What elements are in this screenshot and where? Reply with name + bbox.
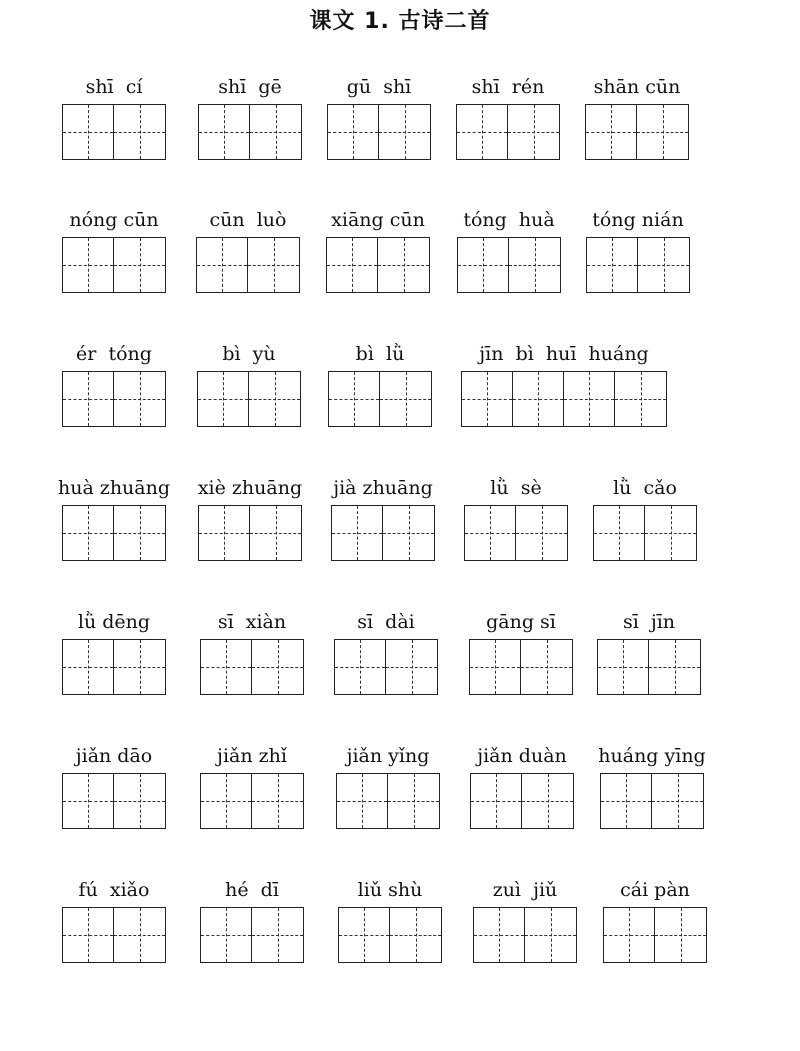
tianzige-cell[interactable] xyxy=(615,372,666,426)
tianzige-cell[interactable] xyxy=(645,506,696,560)
tianzige-cell[interactable] xyxy=(649,640,700,694)
pinyin-label: sī xiàn xyxy=(217,611,287,633)
word-row xyxy=(0,209,800,319)
pinyin-label: shī gē xyxy=(218,76,282,98)
pinyin-label: huà zhuāng xyxy=(57,477,171,499)
tianzige-cell[interactable] xyxy=(655,908,706,962)
pinyin-label: tóng nián xyxy=(592,209,684,231)
writing-grid[interactable] xyxy=(196,237,300,293)
writing-grid[interactable] xyxy=(197,371,301,427)
pinyin-label: xiè zhuāng xyxy=(197,477,303,499)
tianzige-cell[interactable] xyxy=(63,640,114,694)
pinyin-label: ér tóng xyxy=(76,343,152,365)
pinyin-label: hé dī xyxy=(225,879,279,901)
tianzige-cell[interactable] xyxy=(250,105,301,159)
tianzige-cell[interactable] xyxy=(252,640,303,694)
pinyin-label: zuì jiǔ xyxy=(492,879,558,901)
word-item xyxy=(62,76,166,162)
tianzige-cell[interactable] xyxy=(457,105,508,159)
writing-grid[interactable] xyxy=(585,104,689,160)
tianzige-cell[interactable] xyxy=(386,640,437,694)
word-item xyxy=(197,343,301,429)
tianzige-cell[interactable] xyxy=(252,908,303,962)
tianzige-cell[interactable] xyxy=(474,908,525,962)
pinyin-label: shān cūn xyxy=(593,76,681,98)
tianzige-cell[interactable] xyxy=(63,105,114,159)
pinyin-label: liǔ shù xyxy=(357,879,423,901)
tianzige-cell[interactable] xyxy=(652,774,703,828)
pinyin-label: bì yù xyxy=(222,343,276,365)
writing-grid[interactable] xyxy=(457,237,561,293)
tianzige-cell[interactable] xyxy=(337,774,388,828)
word-item xyxy=(196,209,300,295)
word-item xyxy=(338,879,442,965)
tianzige-cell[interactable] xyxy=(197,238,248,292)
writing-grid[interactable] xyxy=(62,907,166,963)
tianzige-cell[interactable] xyxy=(114,774,165,828)
word-item xyxy=(470,745,574,831)
tianzige-cell[interactable] xyxy=(199,105,250,159)
word-row xyxy=(0,76,800,186)
tianzige-cell[interactable] xyxy=(594,506,645,560)
pinyin-label: sī jīn xyxy=(622,611,676,633)
tianzige-cell[interactable] xyxy=(388,774,439,828)
word-item xyxy=(62,879,166,965)
pinyin-label: lǜ cǎo xyxy=(613,477,677,499)
pinyin-label: sī dài xyxy=(357,611,415,633)
word-row xyxy=(0,745,800,855)
writing-grid[interactable] xyxy=(336,773,440,829)
word-item xyxy=(334,611,438,697)
tianzige-cell[interactable] xyxy=(587,238,638,292)
word-item xyxy=(461,343,667,429)
tianzige-cell[interactable] xyxy=(470,640,521,694)
writing-grid[interactable] xyxy=(334,639,438,695)
word-item xyxy=(62,745,166,831)
writing-grid[interactable] xyxy=(586,237,690,293)
pinyin-label: huáng yīng xyxy=(598,745,706,767)
word-row xyxy=(0,343,800,453)
word-item xyxy=(336,745,440,831)
pinyin-label: gāng sī xyxy=(486,611,556,633)
writing-grid[interactable] xyxy=(62,371,166,427)
word-item xyxy=(62,209,166,295)
writing-grid[interactable] xyxy=(200,773,304,829)
pinyin-label: jiǎn duàn xyxy=(477,745,567,767)
word-item xyxy=(457,209,561,295)
tianzige-cell[interactable] xyxy=(201,908,252,962)
word-item xyxy=(198,477,302,563)
tianzige-cell[interactable] xyxy=(252,774,303,828)
tianzige-cell[interactable] xyxy=(248,238,299,292)
tianzige-cell[interactable] xyxy=(383,506,434,560)
tianzige-cell[interactable] xyxy=(380,372,431,426)
word-item xyxy=(456,76,560,162)
word-item xyxy=(473,879,577,965)
word-item xyxy=(200,611,304,697)
pinyin-label: nóng cūn xyxy=(69,209,159,231)
pinyin-label: cūn luò xyxy=(209,209,287,231)
tianzige-cell[interactable] xyxy=(201,774,252,828)
tianzige-cell[interactable] xyxy=(390,908,441,962)
pinyin-label: fú xiǎo xyxy=(78,879,150,901)
tianzige-cell[interactable] xyxy=(63,506,114,560)
word-item xyxy=(200,879,304,965)
tianzige-cell[interactable] xyxy=(250,506,301,560)
word-item xyxy=(593,477,697,563)
writing-grid[interactable] xyxy=(198,505,302,561)
pinyin-label: gū shī xyxy=(346,76,412,98)
tianzige-cell[interactable] xyxy=(114,506,165,560)
page-title: 课文 1. 古诗二首 xyxy=(309,9,491,34)
word-item xyxy=(62,611,166,697)
writing-grid[interactable] xyxy=(327,104,431,160)
writing-grid[interactable] xyxy=(470,773,574,829)
tianzige-cell[interactable] xyxy=(601,774,652,828)
pinyin-label: jià zhuāng xyxy=(333,477,433,499)
tianzige-cell[interactable] xyxy=(637,105,688,159)
writing-grid[interactable] xyxy=(473,907,577,963)
word-item xyxy=(198,76,302,162)
tianzige-cell[interactable] xyxy=(598,640,649,694)
writing-grid[interactable] xyxy=(597,639,701,695)
tianzige-cell[interactable] xyxy=(335,640,386,694)
word-item xyxy=(600,745,704,831)
writing-grid[interactable] xyxy=(464,505,568,561)
tianzige-cell[interactable] xyxy=(522,774,573,828)
writing-grid[interactable] xyxy=(326,237,430,293)
writing-grid[interactable] xyxy=(593,505,697,561)
tianzige-cell[interactable] xyxy=(564,372,615,426)
word-row xyxy=(0,879,800,989)
tianzige-cell[interactable] xyxy=(329,372,380,426)
writing-grid[interactable] xyxy=(62,639,166,695)
word-item xyxy=(603,879,707,965)
tianzige-cell[interactable] xyxy=(525,908,576,962)
tianzige-cell[interactable] xyxy=(328,105,379,159)
pinyin-label: jiǎn dāo xyxy=(75,745,153,767)
tianzige-cell[interactable] xyxy=(114,640,165,694)
writing-grid[interactable] xyxy=(62,104,166,160)
pinyin-label: shī rén xyxy=(471,76,545,98)
word-item xyxy=(464,477,568,563)
tianzige-cell[interactable] xyxy=(379,105,430,159)
word-item xyxy=(62,343,166,429)
word-row xyxy=(0,611,800,721)
writing-grid[interactable] xyxy=(328,371,432,427)
pinyin-label: cái pàn xyxy=(620,879,690,901)
word-item xyxy=(326,209,430,295)
pinyin-label: lǜ sè xyxy=(490,477,542,499)
writing-grid[interactable] xyxy=(469,639,573,695)
word-item xyxy=(328,343,432,429)
writing-grid[interactable] xyxy=(338,907,442,963)
tianzige-cell[interactable] xyxy=(201,640,252,694)
word-item xyxy=(200,745,304,831)
tianzige-cell[interactable] xyxy=(508,105,559,159)
tianzige-cell[interactable] xyxy=(332,506,383,560)
tianzige-cell[interactable] xyxy=(63,238,114,292)
pinyin-label: xiāng cūn xyxy=(331,209,425,231)
tianzige-cell[interactable] xyxy=(114,372,165,426)
tianzige-cell[interactable] xyxy=(339,908,390,962)
tianzige-cell[interactable] xyxy=(199,506,250,560)
pinyin-label: jiǎn yǐng xyxy=(346,745,430,767)
tianzige-cell[interactable] xyxy=(638,238,689,292)
tianzige-cell[interactable] xyxy=(198,372,249,426)
tianzige-cell[interactable] xyxy=(521,640,572,694)
word-item xyxy=(331,477,435,563)
tianzige-cell[interactable] xyxy=(471,774,522,828)
tianzige-cell[interactable] xyxy=(63,908,114,962)
writing-grid[interactable] xyxy=(600,773,704,829)
tianzige-cell[interactable] xyxy=(604,908,655,962)
pinyin-label: jiǎn zhǐ xyxy=(217,745,287,767)
word-item xyxy=(597,611,701,697)
tianzige-cell[interactable] xyxy=(509,238,560,292)
writing-grid[interactable] xyxy=(456,104,560,160)
writing-grid[interactable] xyxy=(461,371,667,427)
tianzige-cell[interactable] xyxy=(462,372,513,426)
tianzige-cell[interactable] xyxy=(513,372,564,426)
tianzige-cell[interactable] xyxy=(114,105,165,159)
pinyin-label: shī cí xyxy=(85,76,143,98)
pinyin-label: lǜ dēng xyxy=(77,611,151,633)
tianzige-cell[interactable] xyxy=(378,238,429,292)
word-item xyxy=(469,611,573,697)
tianzige-cell[interactable] xyxy=(63,372,114,426)
writing-grid[interactable] xyxy=(603,907,707,963)
writing-grid[interactable] xyxy=(200,639,304,695)
writing-grid[interactable] xyxy=(200,907,304,963)
pinyin-label: tóng huà xyxy=(463,209,555,231)
tianzige-cell[interactable] xyxy=(114,908,165,962)
tianzige-cell[interactable] xyxy=(458,238,509,292)
writing-grid[interactable] xyxy=(331,505,435,561)
word-item xyxy=(586,209,690,295)
tianzige-cell[interactable] xyxy=(114,238,165,292)
pinyin-label: jīn bì huī huáng xyxy=(479,343,649,365)
tianzige-cell[interactable] xyxy=(249,372,300,426)
tianzige-cell[interactable] xyxy=(327,238,378,292)
tianzige-cell[interactable] xyxy=(465,506,516,560)
tianzige-cell[interactable] xyxy=(516,506,567,560)
word-item xyxy=(57,477,171,563)
word-item xyxy=(327,76,431,162)
pinyin-label: bì lǜ xyxy=(355,343,405,365)
word-item xyxy=(585,76,689,162)
writing-grid[interactable] xyxy=(198,104,302,160)
writing-grid[interactable] xyxy=(62,237,166,293)
word-row xyxy=(0,477,800,587)
tianzige-cell[interactable] xyxy=(63,774,114,828)
writing-grid[interactable] xyxy=(62,773,166,829)
writing-grid[interactable] xyxy=(62,505,166,561)
tianzige-cell[interactable] xyxy=(586,105,637,159)
